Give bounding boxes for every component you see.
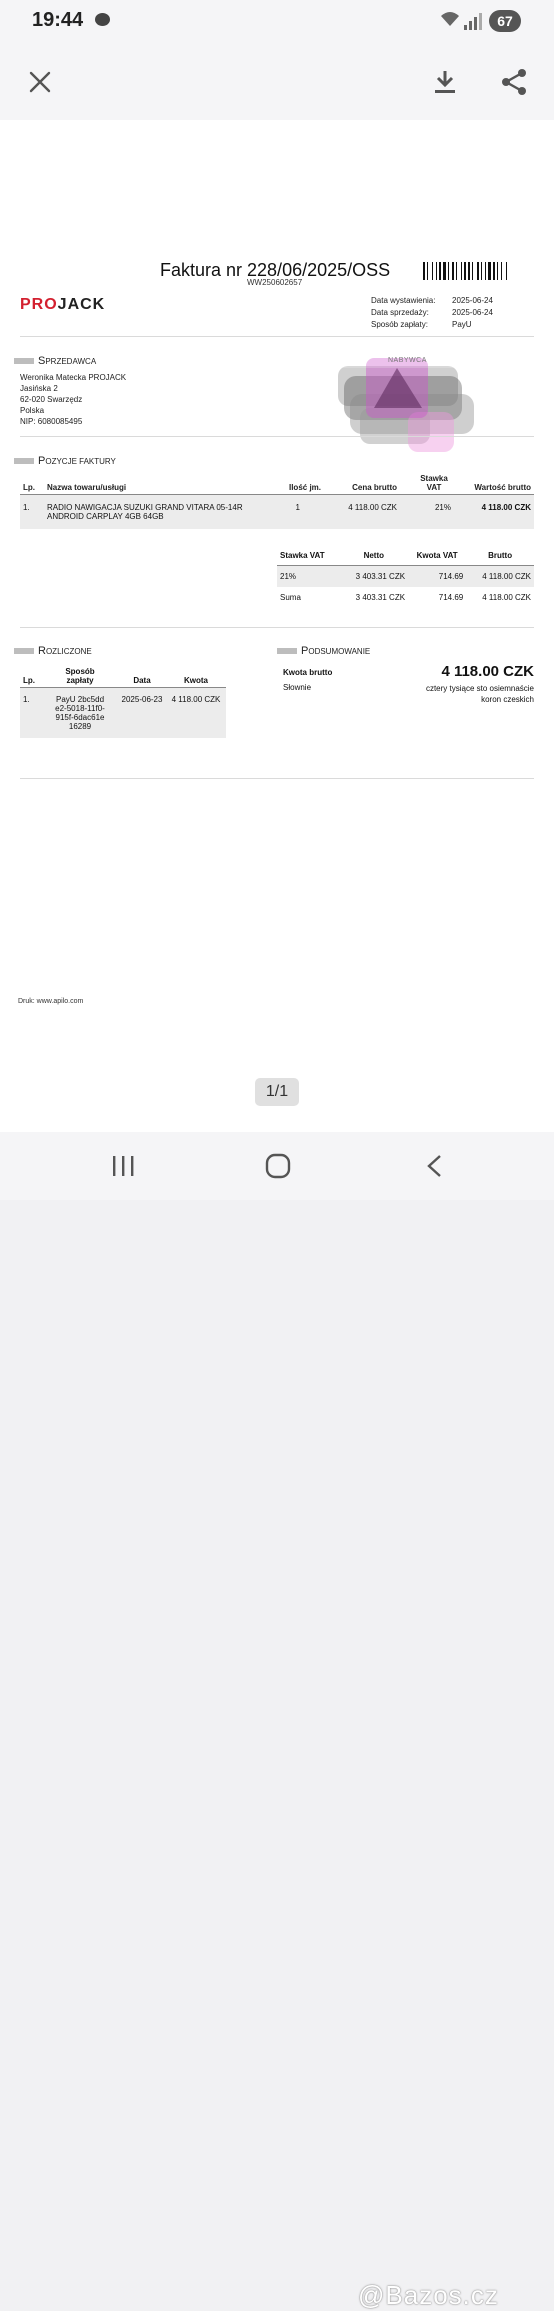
- table-row: [20, 495, 534, 530]
- table-row: [20, 688, 226, 739]
- recents-button[interactable]: [103, 1150, 143, 1182]
- items-header-price: Cena brutto: [324, 472, 400, 495]
- home-button[interactable]: [258, 1150, 298, 1182]
- divider: [20, 778, 534, 779]
- vat-table: [277, 548, 534, 608]
- download-icon: [433, 69, 457, 95]
- system-nav-bar: [0, 1132, 554, 2310]
- table-row: [277, 566, 534, 588]
- items-header-total: Wartość brutto: [454, 472, 534, 495]
- back-icon: [425, 1154, 443, 1178]
- divider: [20, 436, 534, 437]
- bazos-watermark: @Bazos.cz: [358, 2280, 499, 2310]
- settled-table: [20, 665, 226, 738]
- viewer-toolbar: [0, 44, 554, 120]
- divider: [20, 627, 534, 628]
- words-label: Słownie: [283, 683, 312, 692]
- vat-cell: 4 118.00 CZK: [466, 566, 534, 588]
- download-button[interactable]: [425, 62, 465, 102]
- items-header-lp: Lp.: [20, 472, 44, 495]
- settled-cell: 2025-06-23: [118, 688, 166, 739]
- settled-header-lp: Lp.: [20, 665, 42, 688]
- items-header-qty: Ilość jm.: [270, 472, 324, 495]
- stamp-label: NABYWCA: [388, 357, 427, 364]
- share-button[interactable]: [494, 62, 534, 102]
- items-header-name: Nazwa towaru/usługi: [44, 472, 270, 495]
- settled-header-amount: Kwota: [166, 665, 226, 688]
- item-vat: 21%: [400, 495, 454, 530]
- vat-header-gross: Brutto: [466, 548, 534, 566]
- items-table: [20, 472, 534, 529]
- items-header-vat: Stawka VAT: [400, 472, 454, 495]
- signal-icon: [464, 12, 484, 30]
- seller-heading: S PRZEDAWCA: [14, 355, 96, 367]
- vat-cell: 3 403.31 CZK: [340, 566, 408, 588]
- status-time: 19:44: [32, 9, 84, 31]
- summary-heading: P ODSUMOWANIE: [277, 645, 370, 657]
- invoice-title: Faktura nr 228/06/2025/OSS: [160, 260, 391, 280]
- gross-value: 4 118.00 CZK: [441, 663, 534, 680]
- close-icon: [29, 71, 51, 93]
- vat-header-net: Netto: [340, 548, 408, 566]
- settled-heading: R OZLICZONE: [14, 645, 92, 657]
- vat-cell: 3 403.31 CZK: [355, 593, 406, 602]
- item-total: 4 118.00 CZK: [454, 495, 534, 530]
- settled-cell: 4 118.00 CZK: [166, 688, 226, 739]
- recents-icon: [111, 1155, 135, 1177]
- invoice-subnumber: WW250602657: [247, 278, 303, 287]
- print-footer: Druk: www.apilo.com: [18, 998, 84, 1005]
- vat-header-rate: Stawka VAT: [277, 548, 340, 566]
- buyer-redaction-stamp: [330, 348, 478, 454]
- seller-address: Weronika Matecka PROJACK Jasińska 2 62-020 Swarzędz Polska NIP: 6080085495: [20, 373, 127, 426]
- table-row: [277, 587, 534, 608]
- item-lp: 1.: [20, 495, 44, 530]
- home-icon: [265, 1153, 291, 1179]
- share-icon: [500, 68, 528, 96]
- vat-cell: 714.69: [408, 566, 466, 588]
- vat-cell: 4 118.00 CZK: [482, 593, 531, 602]
- words-value: cztery tysiące sto osiemnaście koron czeskich: [425, 684, 534, 704]
- barcode-image: [423, 262, 535, 280]
- settled-cell: PayU 2bc5dde2-5018-11f0-915f-6dac61e16289: [42, 688, 118, 739]
- item-price: 4 118.00 CZK: [324, 495, 400, 530]
- invoice-meta: Data wystawienia: 2025-06-24 Data sprzedaży: 2025-06-24 Sposób zapłaty: PayU: [371, 296, 493, 329]
- back-button[interactable]: [414, 1150, 454, 1182]
- items-heading: P OZYCJE FAKTURY: [14, 455, 116, 467]
- page-indicator: 1/1: [255, 1078, 299, 1106]
- vat-cell: Suma: [280, 593, 301, 602]
- item-name: RADIO NAWIGACJA SUZUKI GRAND VITARA 05-14R ANDROID CARPLAY 4GB 64GB: [44, 495, 270, 530]
- vat-cell: 21%: [277, 566, 340, 588]
- status-bar: [0, 0, 554, 44]
- settled-header-date: Data: [118, 665, 166, 688]
- settled-cell: 1.: [20, 688, 42, 739]
- item-qty: 1: [270, 495, 324, 530]
- close-button[interactable]: [20, 62, 60, 102]
- gross-label: Kwota brutto: [283, 668, 333, 677]
- divider: [20, 336, 534, 337]
- document-page[interactable]: [0, 120, 554, 1132]
- vat-header-amount: Kwota VAT: [408, 548, 466, 566]
- projack-logo: PROJACK: [20, 296, 106, 313]
- vat-cell: 714.69: [438, 593, 464, 602]
- settled-header-method: Sposób zapłaty: [42, 665, 118, 688]
- chat-notification-icon: [95, 13, 110, 26]
- battery-indicator: 67: [489, 10, 521, 32]
- wifi-icon: [440, 10, 460, 33]
